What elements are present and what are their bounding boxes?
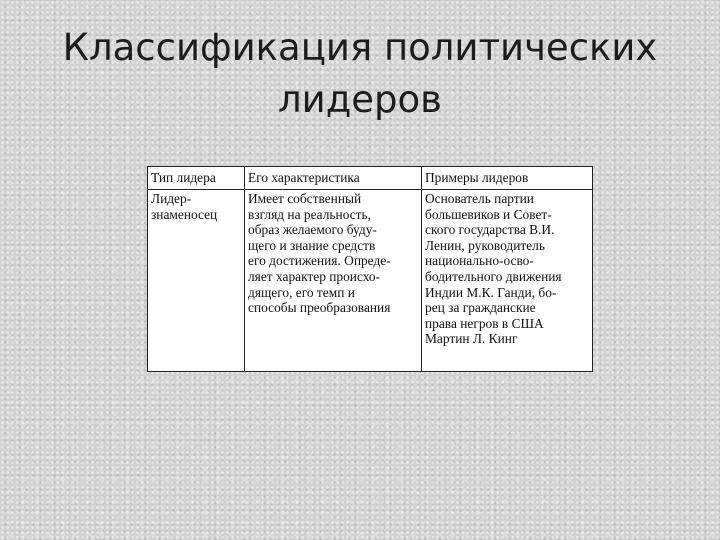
text-line: бодительного движения	[425, 268, 562, 284]
table-row	[148, 190, 593, 372]
text-line: права негров в США	[425, 315, 544, 331]
text-line: рец за гражданские	[425, 300, 536, 316]
slide-title-line-2: лидеров	[278, 78, 442, 121]
text-line: ляет характер происхо-	[248, 268, 381, 284]
text-line: знаменосец	[151, 206, 218, 222]
text-line: Индии М.К. Ганди, бо-	[425, 284, 557, 300]
leader-classification-table	[147, 166, 592, 372]
text-line: Ленин, руководитель	[425, 237, 545, 253]
text-line: способы преобразования	[248, 300, 391, 316]
table-header-row	[148, 167, 593, 190]
text-line: национально-осво-	[425, 253, 534, 269]
text-line: Имеет собственный	[248, 191, 362, 206]
text-line: Основатель партии	[425, 191, 534, 206]
header-examples: Примеры лидеров	[422, 167, 593, 190]
text-line: образ желаемого буду-	[248, 222, 377, 238]
header-leader-type: Тип лидера	[148, 167, 245, 190]
slide-title-line-1: Классификация политических	[62, 26, 658, 69]
cell-leader-type	[148, 190, 245, 372]
cell-examples	[422, 190, 593, 372]
text-line: большевиков и Совет-	[425, 206, 552, 222]
text-line: Лидер-	[151, 191, 192, 206]
text-line: взгляд на реальность,	[248, 206, 371, 222]
text-line: щего и знание средств	[248, 237, 376, 253]
table	[147, 166, 593, 372]
text-line: его достижения. Опреде-	[248, 253, 391, 269]
text-line: Мартин Л. Кинг	[425, 331, 518, 347]
header-characteristic: Его характеристика	[245, 167, 422, 190]
text-line: дящего, его темп и	[248, 284, 355, 300]
text-line: ского государства В.И.	[425, 222, 555, 238]
cell-characteristic	[245, 190, 422, 372]
slide-title	[0, 22, 720, 126]
